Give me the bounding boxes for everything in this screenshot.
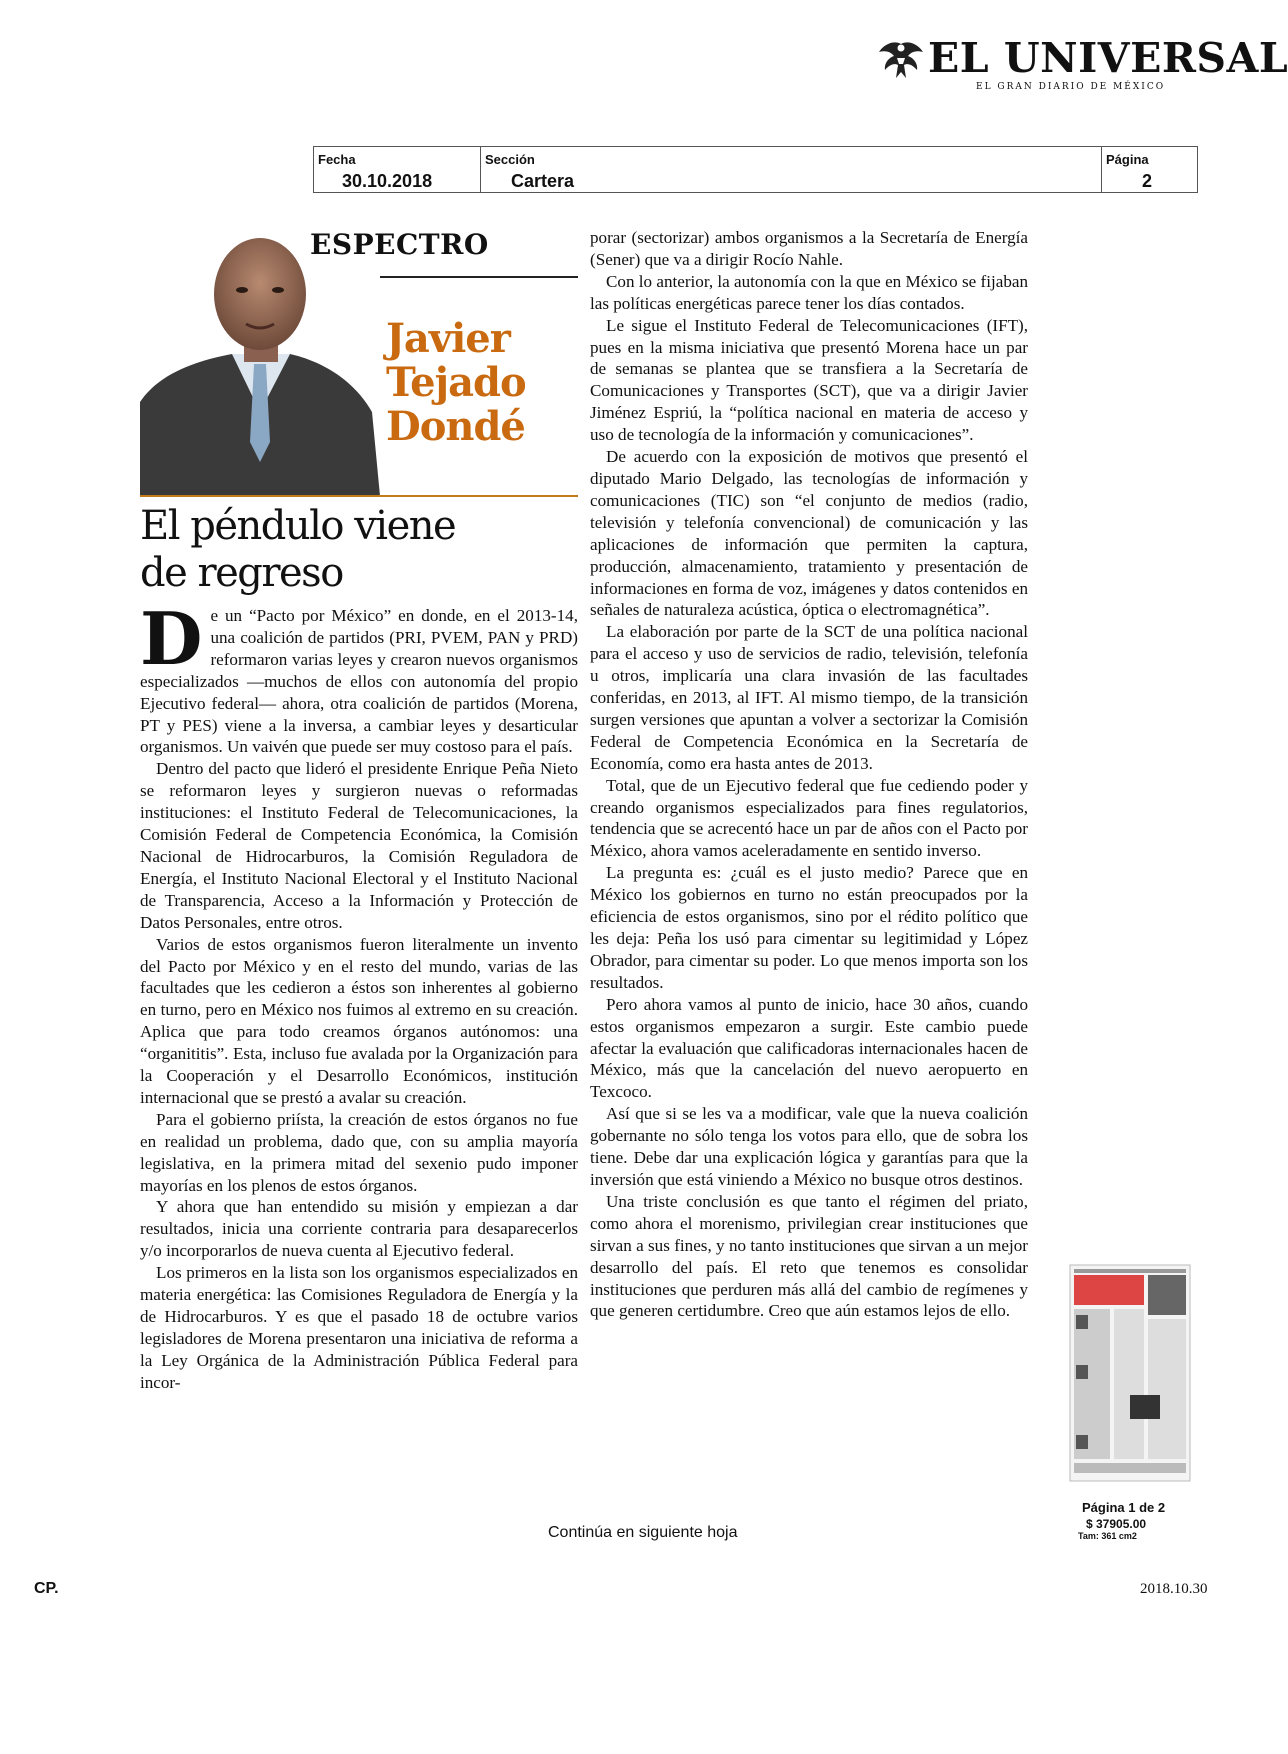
fecha-value: 30.10.2018 <box>342 171 433 191</box>
pagina-value: 2 <box>1142 171 1153 191</box>
column-name: ESPECTRO <box>310 228 489 261</box>
headline <box>140 503 580 597</box>
paragraph: Una triste conclusión es que tanto el régimen del priato, como ahora el morenismo, privilegian crear instituciones que sirvan a sus fines, y no tanto instituciones que sirvan a un mejor desarrollo del país. El reto que tenemos es consolidar instituciones que perduren más allá del cambio de regímenes y que generen certidumbre. Creo que aún estamos lejos de ello. <box>590 1191 1028 1321</box>
fecha-cell <box>314 147 480 192</box>
paragraph: Para el gobierno priísta, la creación de estos órganos no fue en realidad un problema, dado que, con su amplia mayoría legislativa, en la primera mitad del sexenio pudo imponer mayorías en los plenos de estos órganos. <box>140 1109 578 1195</box>
eagle-icon <box>876 38 926 82</box>
paragraph: Con lo anterior, la autonomía con la que en México se fijaban las políticas energéticas parece tener los días contados. <box>590 271 1028 313</box>
masthead <box>876 34 1288 94</box>
size: Tam: 361 cm2 <box>1078 1531 1137 1541</box>
pagina-cell <box>1102 147 1197 192</box>
paragraph: Y ahora que han entendido su misión y empiezan a dar resultados, inicia una corriente contraria para desaparecerlos y/o incorporarlos de nueva cuenta al Ejecutivo federal. <box>140 1197 578 1261</box>
seccion-label: Sección <box>485 152 535 167</box>
paragraph: Total, que de un Ejecutivo federal que fue cediendo poder y creando organismos especializados para fines regulatorios, tendencia que se acrecentó hace un par de años con el Pacto por México, ahora vamos aceleradamente en sentido inverso. <box>590 775 1028 861</box>
paragraph: De acuerdo con la exposición de motivos que presentó el diputado Mario Delgado, las tecnologías de información y comunicaciones (TIC) son “el conjunto de medios (radio, televisión y telefonía convencional) de comunicación y las aplicaciones de información que permiten la captura, producción, almacenamiento, tratamiento y presentación de informaciones en forma de voz, imágenes y datos contenidos en señales de naturaleza acústica, óptica o electromagnética”. <box>590 447 1028 620</box>
paragraph-text: e un “Pacto por México” en donde, en el 2013-14, una coalición de partidos (PRI, PVEM, PAN y PRD) reformaron varias leyes y crearon nuevos organismos especializados —muchos de ellos con autonomía del propio Ejecutivo federal— ahora, otra coalición de partidos (Morena, PT y PES) viene a la inversa, a cambiar leyes y desarticular organismos. Un vaivén que puede ser muy costoso para el país. <box>140 606 578 757</box>
page-count: Página 1 de 2 <box>1082 1500 1166 1515</box>
pagina-label: Página <box>1106 152 1149 167</box>
fecha-label: Fecha <box>318 152 356 167</box>
paragraph: La elaboración por parte de la SCT de una política nacional para el acceso y uso de servicios de radio, televisión, telefonía u otros, implicaría una clara invasión de las facultades conferidas, en 2013, al IFT. Al mismo tiempo, de la transición surgen versiones que apuntan a volver a sectorizar la Comisión Federal de Competencia Económica en la Secretaría de Economía, como era hasta antes de 2013. <box>590 622 1028 773</box>
paragraph: Le sigue el Instituto Federal de Telecomunicaciones (IFT), pues en la misma iniciativa que presentó Morena hace un par de semanas se plantea que se transfiera a la Secretaría de Comunicaciones y Transportes (SCT), que va a dirigir Javier Jiménez Espriú, la “política nacional en materia de acceso y uso de tecnología de la información y comunicaciones”. <box>590 315 1028 445</box>
article-column-2 <box>590 227 1028 1322</box>
cp-mark: CP. <box>34 1580 59 1597</box>
page-thumbnail[interactable] <box>1070 1265 1190 1481</box>
author-line: Dondé <box>386 403 525 450</box>
print-date: 2018.10.30 <box>1140 1581 1208 1597</box>
paragraph: Los primeros en la lista son los organismos especializados en materia energética: las Comisiones Reguladora de Energía y la de Hidrocarburos. Y es que el pasado 18 de octubre varios legisladores de Morena presentaron una iniciativa de reforma a la Ley Orgánica de la Administración Pública Federal para incor- <box>140 1263 578 1392</box>
newspaper-tagline: EL GRAN DIARIO DE MÉXICO <box>976 82 1166 92</box>
drop-cap: D <box>140 596 203 681</box>
paragraph: La pregunta es: ¿cuál es el justo medio? Parece que en México los gobiernos en turno no están preocupados por la eficiencia de estos organismos, sino por el rédito político que les deja: Peña los usó para cimentar su legitimidad y López Obrador, para cimentar su poder. Lo que menos importa son los resultados. <box>590 863 1028 992</box>
info-box <box>313 146 1198 193</box>
price: $ 37905.00 <box>1086 1517 1147 1531</box>
paragraph: porar (sectorizar) ambos organismos a la Secretaría de Energía (Sener) que va a dirigir Rocío Nahle. <box>590 228 1028 269</box>
headline-line: El péndulo viene <box>140 503 456 549</box>
paragraph: Dentro del pacto que lideró el presidente Enrique Peña Nieto se reformaron leyes y surgieron nuevas o reformadas instituciones: el Instituto Federal de Telecomunicaciones, la Comisión Federal de Competencia Económica, la Comisión Nacional de Hidrocarburos, la Comisión Reguladora de Energía, el Instituto Nacional Electoral y el Instituto Nacional de Transparencia, Acceso a la Información y Protección de Datos Personales, entre otros. <box>140 759 578 932</box>
seccion-value: Cartera <box>511 171 575 191</box>
article-column-1 <box>140 596 578 1394</box>
author-name <box>386 317 526 449</box>
paragraph: Pero ahora vamos al punto de inicio, hace 30 años, cuando estos organismos empezaron a surgir. Este cambio puede afectar la evaluación que calificadoras internacionales hacen de México, más que la cancelación del nuevo aeropuerto en Texcoco. <box>590 994 1028 1102</box>
headline-line: de regreso <box>140 550 343 596</box>
author-photo <box>140 232 380 496</box>
paragraph: Así que si se les va a modificar, vale que la nueva coalición gobernante no sólo tenga los votos para ello, que de sobra los tiene. Debe dar una explicación lógica y garantías para que la inversión que está viniendo a México no busque otros destinos. <box>590 1104 1028 1189</box>
paragraph: Varios de estos organismos fueron literalmente un invento del Pacto por México y en el resto del mundo, varias de las facultades que les cedieron a éstos son inherentes al gobierno en turno, pero en México nos fuimos al extremo en su creación. Aplica que para todo creamos órganos autónomos: una “organititis”. Esta, incluso fue avalada por la Organización para la Cooperación y el Desarrollo Económicos, institución internacional que se prestó a avalar su creación. <box>140 934 578 1107</box>
author-line: Tejado <box>386 359 526 406</box>
seccion-cell <box>481 147 1101 192</box>
newspaper-name: EL UNIVERSAL <box>928 34 1288 82</box>
author-line: Javier <box>386 315 510 362</box>
column-rule-accent <box>140 495 578 497</box>
continued-note: Continúa en siguiente hoja <box>548 1524 738 1541</box>
paragraph <box>140 596 578 758</box>
